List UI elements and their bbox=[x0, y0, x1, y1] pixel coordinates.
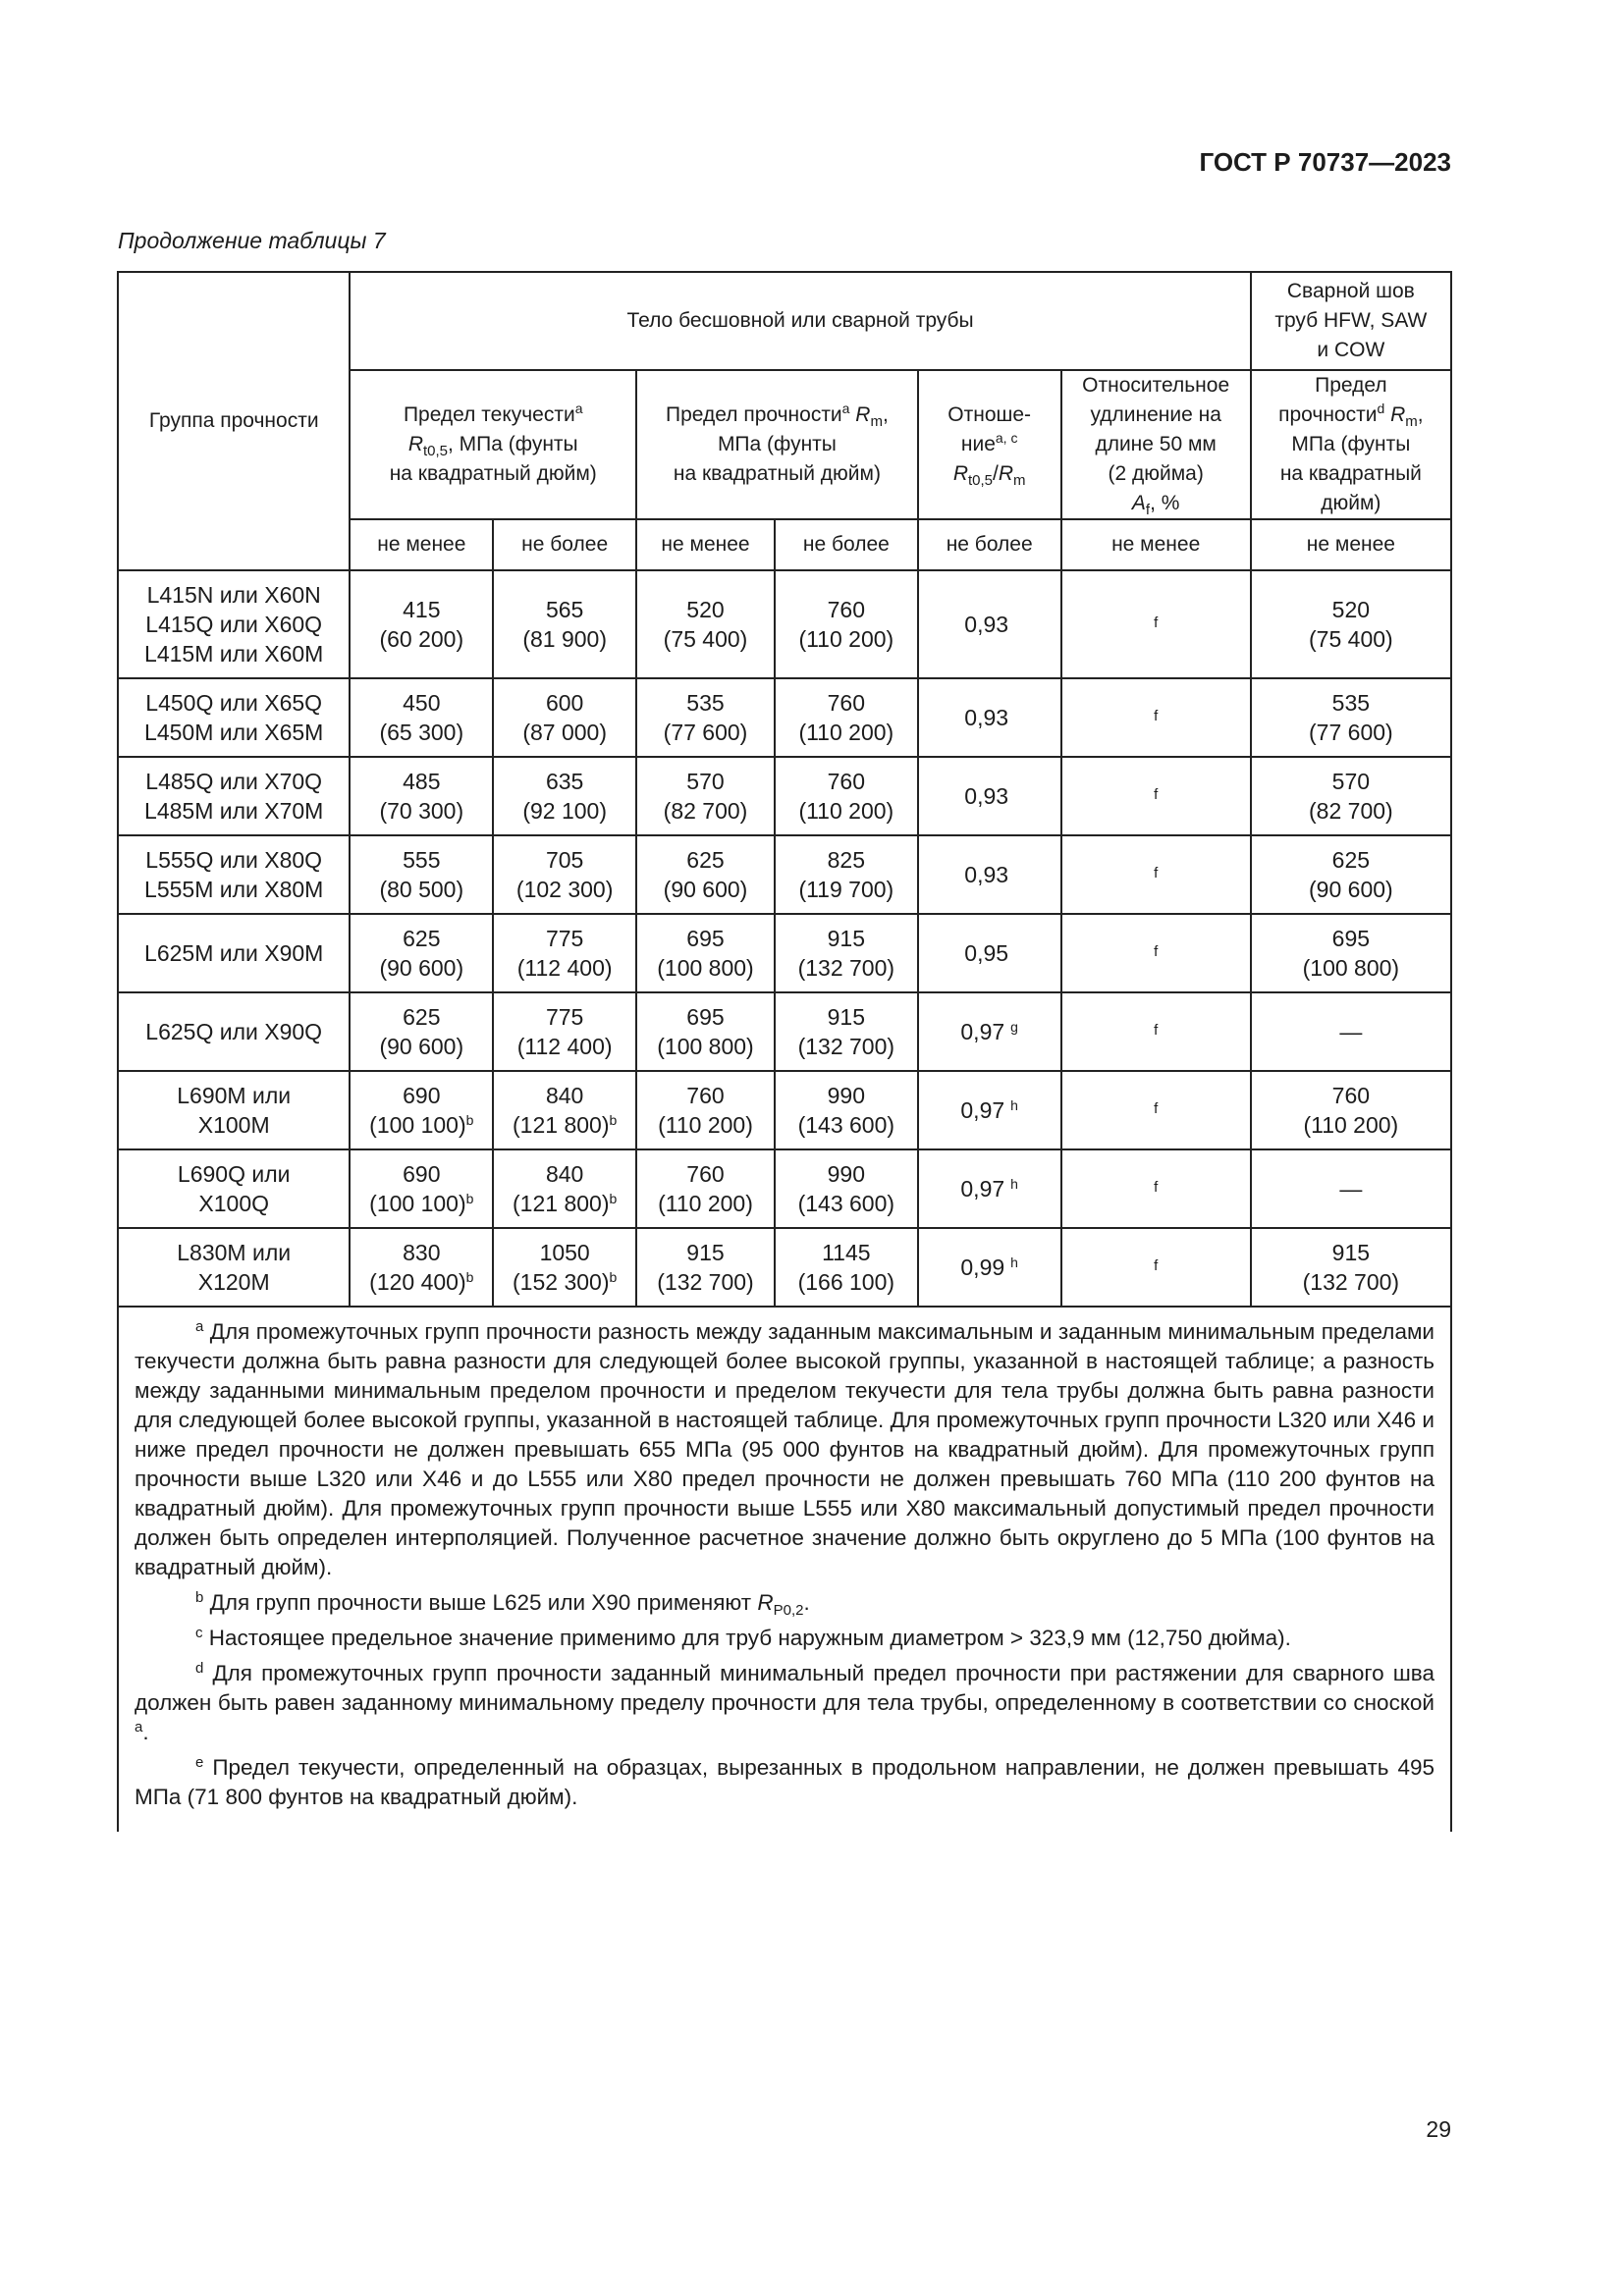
table-row bbox=[118, 835, 1451, 914]
cell-yield-max bbox=[493, 992, 636, 1071]
subheader-tensile-max: не более bbox=[775, 519, 918, 570]
tensile-label: Предел прочности bbox=[666, 403, 842, 426]
cell-tensile-max bbox=[775, 1149, 918, 1228]
cell-ratio-value: 0,97 bbox=[960, 1176, 1005, 1201]
cell-ratio-footnote-mark: h bbox=[1010, 1255, 1018, 1270]
yield-sub: t0,5 bbox=[422, 443, 449, 459]
tensile-sup: a bbox=[841, 400, 850, 416]
header-tensile-strength bbox=[636, 370, 918, 519]
cell-weld-tensile bbox=[1251, 1071, 1451, 1149]
cell-yield-max bbox=[493, 678, 636, 757]
cell-yield-min bbox=[350, 1071, 493, 1149]
table-row bbox=[118, 570, 1451, 678]
header-ratio bbox=[918, 370, 1061, 519]
ratio-sub-2: m bbox=[1013, 472, 1026, 489]
cell-strength-group-value: L625Q или X90Q bbox=[145, 1019, 323, 1044]
cell-strength-group-value: L415N или X60N L415Q или X60Q L415M или X60M bbox=[144, 582, 324, 667]
ratio-label: Отноше- ние bbox=[947, 403, 1032, 455]
cell-yield-min-value: 690 (100 100) bbox=[369, 1161, 466, 1216]
table-row bbox=[118, 757, 1451, 835]
table-row bbox=[118, 992, 1451, 1071]
cell-elongation bbox=[1061, 1149, 1251, 1228]
cell-tensile-min-value: 695 (100 800) bbox=[657, 1004, 754, 1059]
cell-tensile-max-value: 760 (110 200) bbox=[798, 769, 894, 824]
cell-tensile-min bbox=[636, 678, 775, 757]
cell-yield-min bbox=[350, 835, 493, 914]
cell-ratio bbox=[918, 914, 1061, 992]
cell-yield-max bbox=[493, 1228, 636, 1307]
cell-weld-tensile-value: — bbox=[1339, 1019, 1363, 1044]
cell-strength-group-value: L690M или X100M bbox=[177, 1083, 292, 1138]
cell-yield-max bbox=[493, 757, 636, 835]
cell-yield-max-value: 635 (92 100) bbox=[522, 769, 607, 824]
cell-strength-group bbox=[118, 1228, 350, 1307]
footnote-a bbox=[135, 1317, 1435, 1582]
cell-weld-tensile bbox=[1251, 570, 1451, 678]
cell-tensile-min-value: 760 (110 200) bbox=[658, 1161, 753, 1216]
cell-weld-tensile-value: 695 (100 800) bbox=[1302, 926, 1400, 981]
table-row bbox=[118, 1071, 1451, 1149]
ratio-sup: a, c bbox=[995, 430, 1018, 446]
cell-weld-tensile-value: 535 (77 600) bbox=[1309, 690, 1393, 745]
cell-elongation bbox=[1061, 757, 1251, 835]
yield-sup: a bbox=[574, 400, 583, 416]
cell-yield-max bbox=[493, 1071, 636, 1149]
subheader-yield-min: не менее bbox=[350, 519, 493, 570]
table-caption: Продолжение таблицы 7 bbox=[118, 228, 386, 253]
subheader-elong-min: не менее bbox=[1061, 519, 1251, 570]
cell-yield-min bbox=[350, 678, 493, 757]
footnote-b-mark: b bbox=[195, 1589, 204, 1606]
cell-weld-tensile-value: 625 (90 600) bbox=[1309, 847, 1393, 902]
footnote-b bbox=[135, 1588, 1435, 1618]
cell-strength-group bbox=[118, 992, 350, 1071]
cell-tensile-min-value: 570 (82 700) bbox=[663, 769, 748, 824]
subheader-tensile-min: не менее bbox=[636, 519, 775, 570]
cell-ratio bbox=[918, 1228, 1061, 1307]
footnote-d-mark: d bbox=[195, 1660, 204, 1677]
cell-tensile-max-value: 760 (110 200) bbox=[798, 690, 894, 745]
cell-yield-max-value: 565 (81 900) bbox=[522, 597, 607, 652]
cell-tensile-min bbox=[636, 914, 775, 992]
header-strength-group: Группа прочности bbox=[118, 272, 350, 570]
cell-ratio bbox=[918, 570, 1061, 678]
cell-elongation bbox=[1061, 570, 1251, 678]
cell-weld-tensile-value: — bbox=[1339, 1176, 1363, 1201]
cell-elongation bbox=[1061, 835, 1251, 914]
cell-yield-max-value: 840 (121 800) bbox=[513, 1161, 610, 1216]
cell-yield-max-value: 600 (87 000) bbox=[522, 690, 607, 745]
yield-symbol: R bbox=[407, 433, 423, 455]
footnote-e-mark: e bbox=[195, 1754, 204, 1771]
cell-ratio-value: 0,97 bbox=[960, 1097, 1005, 1123]
cell-tensile-min bbox=[636, 757, 775, 835]
footnote-d bbox=[135, 1659, 1435, 1747]
cell-elongation-value: f bbox=[1154, 865, 1159, 881]
elong-label: Относительное удлинение на длине 50 мм (2 дюйма) bbox=[1082, 374, 1230, 485]
cell-strength-group bbox=[118, 914, 350, 992]
table-row bbox=[118, 1149, 1451, 1228]
cell-strength-group bbox=[118, 1149, 350, 1228]
cell-yield-min-value: 625 (90 600) bbox=[379, 1004, 464, 1059]
weld-tensile-label: Предел прочности bbox=[1278, 374, 1387, 426]
cell-tensile-min-value: 695 (100 800) bbox=[657, 926, 754, 981]
cell-ratio-value: 0,99 bbox=[960, 1255, 1005, 1280]
cell-weld-tensile-value: 570 (82 700) bbox=[1309, 769, 1393, 824]
cell-ratio bbox=[918, 757, 1061, 835]
footnote-b-text: Для групп прочности выше L625 или X90 применяют bbox=[209, 1590, 758, 1615]
cell-strength-group bbox=[118, 570, 350, 678]
cell-yield-max bbox=[493, 835, 636, 914]
cell-tensile-min bbox=[636, 1228, 775, 1307]
cell-strength-group bbox=[118, 678, 350, 757]
footnote-d-text: Для промежуточных групп прочности заданный минимальный предел прочности при растяжении для сварного шва должен быть равен заданному минимальному пределу прочности для тела трубы, определенному в соответствии со сноской bbox=[135, 1661, 1435, 1715]
cell-elongation bbox=[1061, 992, 1251, 1071]
cell-ratio-value: 0,93 bbox=[964, 612, 1009, 637]
cell-yield-max-value: 775 (112 400) bbox=[516, 926, 613, 981]
header-weld-seam: Сварной шов труб HFW, SAW и COW bbox=[1251, 272, 1451, 370]
cell-weld-tensile bbox=[1251, 992, 1451, 1071]
cell-yield-max bbox=[493, 914, 636, 992]
cell-ratio bbox=[918, 678, 1061, 757]
cell-ratio-footnote-mark: h bbox=[1010, 1176, 1018, 1192]
cell-weld-tensile bbox=[1251, 757, 1451, 835]
page-number: 29 bbox=[1426, 2116, 1451, 2142]
cell-yield-max-value: 840 (121 800) bbox=[513, 1083, 610, 1138]
cell-tensile-max bbox=[775, 992, 918, 1071]
footnote-c-mark: c bbox=[195, 1625, 203, 1641]
table-row bbox=[118, 914, 1451, 992]
ratio-sub-1: t0,5 bbox=[967, 472, 994, 489]
cell-tensile-min bbox=[636, 570, 775, 678]
cell-tensile-max bbox=[775, 1071, 918, 1149]
cell-strength-group-value: L830M или X120M bbox=[177, 1240, 292, 1295]
cell-elongation-value: f bbox=[1154, 614, 1159, 631]
cell-ratio-footnote-mark: h bbox=[1010, 1097, 1018, 1113]
cell-ratio-value: 0,93 bbox=[964, 862, 1009, 887]
table-row bbox=[118, 1228, 1451, 1307]
cell-tensile-max bbox=[775, 757, 918, 835]
cell-elongation bbox=[1061, 1228, 1251, 1307]
table-footnotes bbox=[118, 1307, 1451, 1832]
cell-weld-tensile bbox=[1251, 1228, 1451, 1307]
cell-elongation-value: f bbox=[1154, 943, 1159, 960]
cell-tensile-max-value: 915 (132 700) bbox=[797, 926, 895, 981]
cell-ratio-value: 0,93 bbox=[964, 705, 1009, 730]
footnote-e bbox=[135, 1753, 1435, 1812]
cell-tensile-max bbox=[775, 835, 918, 914]
cell-yield-max-value: 775 (112 400) bbox=[516, 1004, 613, 1059]
cell-yield-min bbox=[350, 1149, 493, 1228]
elong-symbol: A bbox=[1131, 492, 1146, 514]
footnote-d-ref: a bbox=[135, 1719, 143, 1735]
cell-yield-min bbox=[350, 757, 493, 835]
cell-tensile-max bbox=[775, 678, 918, 757]
cell-weld-tensile-value: 760 (110 200) bbox=[1303, 1083, 1399, 1138]
cell-elongation-value: f bbox=[1154, 708, 1159, 724]
cell-strength-group-value: L625M или X90M bbox=[144, 940, 324, 966]
cell-yield-min-value: 450 (65 300) bbox=[379, 690, 464, 745]
cell-yield-min-value: 555 (80 500) bbox=[379, 847, 464, 902]
elong-suffix: , % bbox=[1150, 492, 1180, 514]
cell-yield-max-footnote-mark: b bbox=[609, 1269, 618, 1285]
table-row bbox=[118, 678, 1451, 757]
cell-yield-min-footnote-mark: b bbox=[465, 1191, 474, 1206]
cell-tensile-min bbox=[636, 1071, 775, 1149]
cell-yield-min bbox=[350, 914, 493, 992]
cell-yield-max bbox=[493, 570, 636, 678]
cell-elongation bbox=[1061, 1071, 1251, 1149]
header-weld-tensile bbox=[1251, 370, 1451, 519]
cell-tensile-max-value: 990 (143 600) bbox=[797, 1161, 895, 1216]
cell-weld-tensile-value: 915 (132 700) bbox=[1302, 1240, 1400, 1295]
cell-ratio-value: 0,97 bbox=[960, 1019, 1005, 1044]
cell-yield-max-footnote-mark: b bbox=[609, 1112, 618, 1128]
cell-weld-tensile bbox=[1251, 1149, 1451, 1228]
footnote-a-text: Для промежуточных групп прочности разность между заданным максимальным и заданным минимальным пределами текучести должна быть равна разности для следующей более высокой группы, указанной в настоящей таблице; а разность между заданными минимальным пределом прочности и пределом текучести для тела трубы должна быть равна разности для следующей более высокой группы, указанной в настоящей таблице. Для промежуточных групп прочности L320 или X46 и ниже предел прочности не должен превышать 655 МПа (95 000 фунтов на квадратный дюйм). Для промежуточных групп прочности выше L320 или X46 и до L555 или X80 предел прочности не должен превышать 760 МПа (110 200 фунтов на квадратный дюйм). Для промежуточных групп прочности выше L555 или X80 максимальный допустимый предел прочности должен быть определен интерполяцией. Полученное расчетное значение должно быть округлено до 5 МПа (100 фунтов на квадратный дюйм). bbox=[135, 1319, 1435, 1579]
footnote-c-text: Настоящее предельное значение применимо для труб наружным диаметром > 323,9 мм (12,750 дюйма). bbox=[208, 1626, 1291, 1650]
cell-ratio-value: 0,95 bbox=[964, 940, 1009, 966]
cell-elongation-value: f bbox=[1154, 1179, 1159, 1196]
cell-strength-group-value: L450Q или X65Q L450M или X65M bbox=[144, 690, 324, 745]
cell-tensile-max bbox=[775, 570, 918, 678]
cell-tensile-min bbox=[636, 1149, 775, 1228]
ratio-slash: / bbox=[993, 462, 999, 485]
footnote-b-sub: P0,2 bbox=[773, 1602, 804, 1619]
cell-tensile-min-value: 760 (110 200) bbox=[658, 1083, 753, 1138]
cell-tensile-max-value: 915 (132 700) bbox=[797, 1004, 895, 1059]
footnote-b-end: . bbox=[803, 1590, 810, 1615]
header-yield-strength bbox=[350, 370, 636, 519]
cell-yield-max-footnote-mark: b bbox=[609, 1191, 618, 1206]
cell-yield-min-value: 830 (120 400) bbox=[369, 1240, 466, 1295]
cell-tensile-min bbox=[636, 992, 775, 1071]
cell-yield-min bbox=[350, 1228, 493, 1307]
cell-yield-min-footnote-mark: b bbox=[465, 1112, 474, 1128]
cell-tensile-min-value: 915 (132 700) bbox=[657, 1240, 754, 1295]
strength-table bbox=[117, 271, 1452, 1832]
cell-yield-min-value: 625 (90 600) bbox=[379, 926, 464, 981]
cell-tensile-max-value: 990 (143 600) bbox=[797, 1083, 895, 1138]
cell-weld-tensile-value: 520 (75 400) bbox=[1309, 597, 1393, 652]
cell-yield-min bbox=[350, 992, 493, 1071]
weld-tensile-suffix: , МПа (фунты на квадратный дюйм) bbox=[1279, 403, 1424, 514]
cell-tensile-max bbox=[775, 1228, 918, 1307]
cell-ratio bbox=[918, 835, 1061, 914]
cell-tensile-min-value: 625 (90 600) bbox=[663, 847, 748, 902]
cell-yield-min-value: 415 (60 200) bbox=[379, 597, 464, 652]
header-pipe-body: Тело бесшовной или сварной трубы bbox=[350, 272, 1250, 370]
footnote-c bbox=[135, 1624, 1435, 1653]
cell-weld-tensile bbox=[1251, 914, 1451, 992]
cell-ratio bbox=[918, 1071, 1061, 1149]
cell-elongation bbox=[1061, 914, 1251, 992]
document-standard-number: ГОСТ Р 70737—2023 bbox=[1199, 147, 1451, 177]
cell-ratio bbox=[918, 1149, 1061, 1228]
cell-strength-group-value: L555Q или X80Q L555M или X80M bbox=[144, 847, 324, 902]
cell-yield-min-value: 690 (100 100) bbox=[369, 1083, 466, 1138]
cell-strength-group-value: L485Q или X70Q L485M или X70M bbox=[144, 769, 324, 824]
cell-strength-group bbox=[118, 835, 350, 914]
footnote-b-symbol: R bbox=[757, 1590, 774, 1615]
ratio-symbol-1: R bbox=[952, 462, 968, 485]
cell-ratio bbox=[918, 992, 1061, 1071]
cell-tensile-min bbox=[636, 835, 775, 914]
subheader-yield-max: не более bbox=[493, 519, 636, 570]
cell-strength-group bbox=[118, 757, 350, 835]
cell-tensile-min-value: 520 (75 400) bbox=[663, 597, 748, 652]
weld-tensile-symbol: R bbox=[1384, 403, 1406, 426]
cell-tensile-max-value: 825 (119 700) bbox=[798, 847, 894, 902]
tensile-sub: m bbox=[870, 413, 883, 430]
subheader-ratio-max: не более bbox=[918, 519, 1061, 570]
cell-yield-min bbox=[350, 570, 493, 678]
elong-sub: f bbox=[1145, 502, 1151, 518]
cell-strength-group bbox=[118, 1071, 350, 1149]
subheader-weld-min: не менее bbox=[1251, 519, 1451, 570]
cell-yield-max-value: 1050 (152 300) bbox=[513, 1240, 610, 1295]
ratio-symbol-2: R bbox=[998, 462, 1014, 485]
yield-label: Предел текучести bbox=[403, 403, 575, 426]
cell-tensile-max-value: 1145 (166 100) bbox=[797, 1240, 895, 1295]
cell-strength-group-value: L690Q или X100Q bbox=[177, 1161, 291, 1216]
header-elongation bbox=[1061, 370, 1251, 519]
cell-weld-tensile bbox=[1251, 835, 1451, 914]
cell-yield-max-value: 705 (102 300) bbox=[515, 847, 614, 902]
footnote-a-mark: a bbox=[195, 1318, 204, 1335]
cell-elongation-value: f bbox=[1154, 1022, 1159, 1039]
cell-ratio-footnote-mark: g bbox=[1010, 1019, 1018, 1035]
cell-elongation bbox=[1061, 678, 1251, 757]
tensile-symbol: R bbox=[849, 403, 871, 426]
cell-weld-tensile bbox=[1251, 678, 1451, 757]
yield-suffix: , МПа (фунты на квадратный дюйм) bbox=[389, 433, 597, 485]
cell-elongation-value: f bbox=[1154, 1100, 1159, 1117]
weld-tensile-sub: m bbox=[1405, 413, 1418, 430]
cell-yield-max bbox=[493, 1149, 636, 1228]
cell-tensile-min-value: 535 (77 600) bbox=[663, 690, 748, 745]
cell-yield-min-footnote-mark: b bbox=[465, 1269, 474, 1285]
weld-tensile-sup: d bbox=[1377, 400, 1385, 416]
cell-tensile-max-value: 760 (110 200) bbox=[798, 597, 894, 652]
cell-elongation-value: f bbox=[1154, 1257, 1159, 1274]
footnote-d-end: . bbox=[142, 1720, 149, 1744]
cell-yield-min-value: 485 (70 300) bbox=[379, 769, 464, 824]
cell-tensile-max bbox=[775, 914, 918, 992]
cell-elongation-value: f bbox=[1154, 786, 1159, 803]
footnote-e-text: Предел текучести, определенный на образцах, вырезанных в продольном направлении, не должен превышать 495 МПа (71 800 фунтов на квадратный дюйм). bbox=[135, 1755, 1435, 1809]
cell-ratio-value: 0,93 bbox=[964, 783, 1009, 809]
tensile-suffix: , МПа (фунты на квадратный дюйм) bbox=[673, 403, 889, 485]
